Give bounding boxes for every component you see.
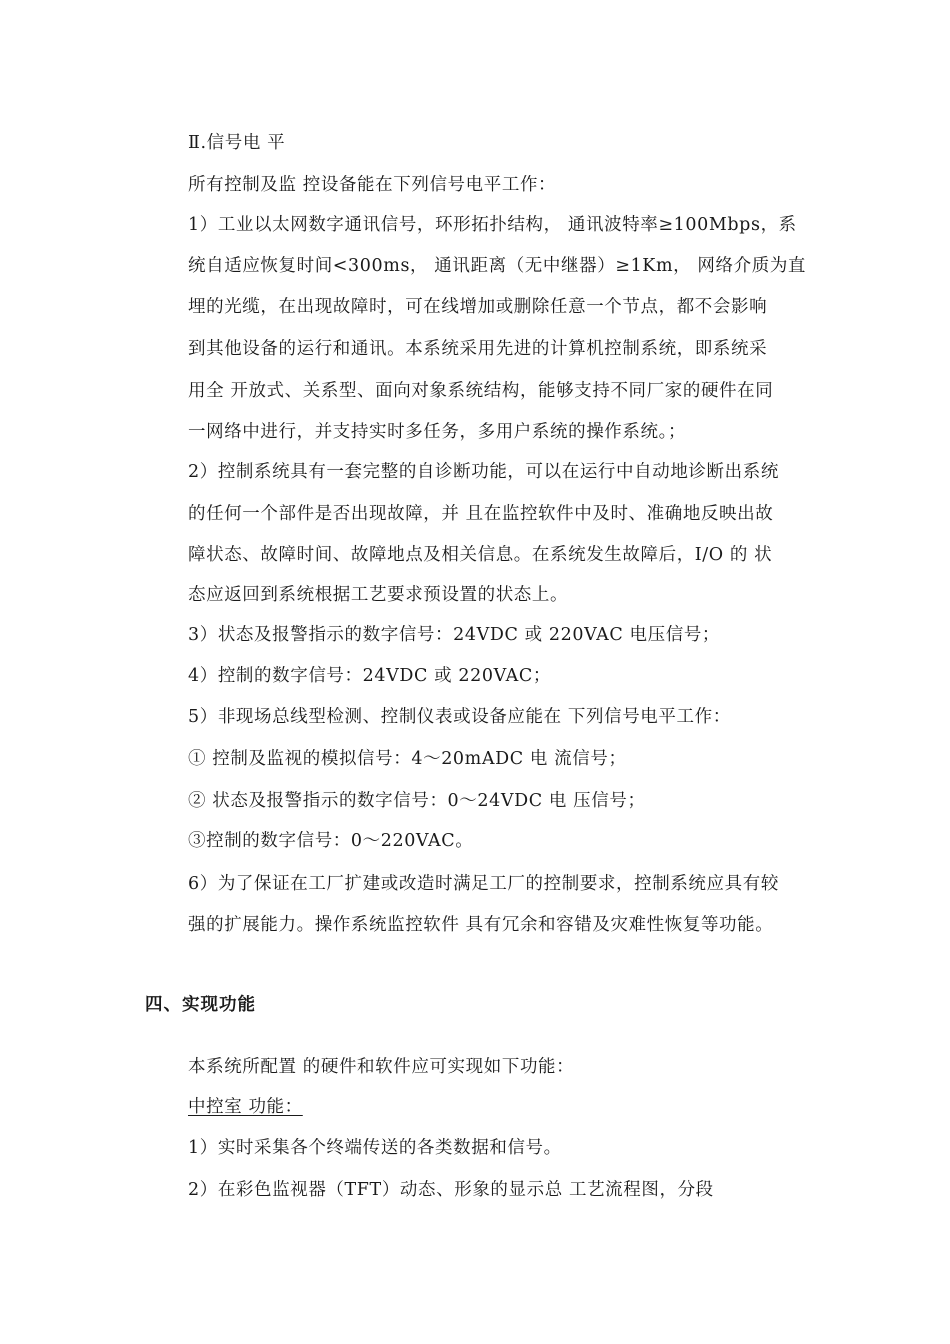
item1-line5: 用全 开放式、关系型、面向对象系统结构，能够支持不同厂家的硬件在同 xyxy=(188,381,774,401)
item4: 4）控制的数字信号：24VDC 或 220VAC； xyxy=(188,666,551,686)
section-heading: 四、实现功能 xyxy=(145,995,256,1015)
item1-line2: 统自适应恢复时间<300ms， 通讯距离（无中继器）≥1Km， 网络介质为直 xyxy=(188,256,807,276)
subitem3: ③控制的数字信号：0～220VAC。 xyxy=(188,831,474,851)
item3: 3）状态及报警指示的数字信号：24VDC 或 220VAC 电压信号； xyxy=(188,625,721,645)
item6-line1: 6）为了保证在工厂扩建或改造时满足工厂的控制要求，控制系统应具有较 xyxy=(188,874,779,894)
item6-line2: 强的扩展能力。操作系统监控软件 具有冗余和容错及灾难性恢复等功能。 xyxy=(188,915,774,935)
item2-line1: 2）控制系统具有一套完整的自诊断功能，可以在运行中自动地诊断出系统 xyxy=(188,462,779,482)
control-room-label xyxy=(188,1095,303,1119)
function-item2: 2）在彩色监视器（TFT）动态、形象的显示总 工艺流程图，分段 xyxy=(188,1180,714,1200)
item2-line2: 的任何一个部件是否出现故障，并 且在监控软件中及时、准确地反映出故 xyxy=(188,504,774,524)
paragraph-intro: 所有控制及监 控设备能在下列信号电平工作： xyxy=(188,175,557,195)
item1-line1: 1）工业以太网数字通讯信号，环形拓扑结构， 通讯波特率≥100Mbps，系 xyxy=(188,215,797,235)
subitem1: ① 控制及监视的模拟信号：4～20mADC 电 流信号； xyxy=(188,749,627,769)
item1-line4: 到其他设备的运行和通讯。本系统采用先进的计算机控制系统，即系统采 xyxy=(188,339,768,359)
item5: 5）非现场总线型检测、控制仪表或设备应能在 下列信号电平工作： xyxy=(188,707,731,727)
subsection-title: Ⅱ.信号电 平 xyxy=(188,133,286,153)
item1-line6: 一网络中进行，并支持实时多任务，多用户系统的操作系统。； xyxy=(188,422,687,442)
functions-intro: 本系统所配置 的硬件和软件应可实现如下功能： xyxy=(188,1057,575,1077)
item1-line3: 埋的光缆，在出现故障时，可在线增加或删除任意一个节点，都不会影响 xyxy=(188,297,768,317)
item2-line3: 障状态、故障时间、故障地点及相关信息。在系统发生故障后，I/O 的 状 xyxy=(188,545,773,565)
item2-line4: 态应返回到系统根据工艺要求预设置的状态上。 xyxy=(188,585,569,605)
control-room-label-text: 中控室 功能： xyxy=(188,1097,303,1117)
subitem2: ② 状态及报警指示的数字信号：0～24VDC 电 压信号； xyxy=(188,791,646,811)
function-item1: 1）实时采集各个终端传送的各类数据和信号。 xyxy=(188,1138,562,1158)
